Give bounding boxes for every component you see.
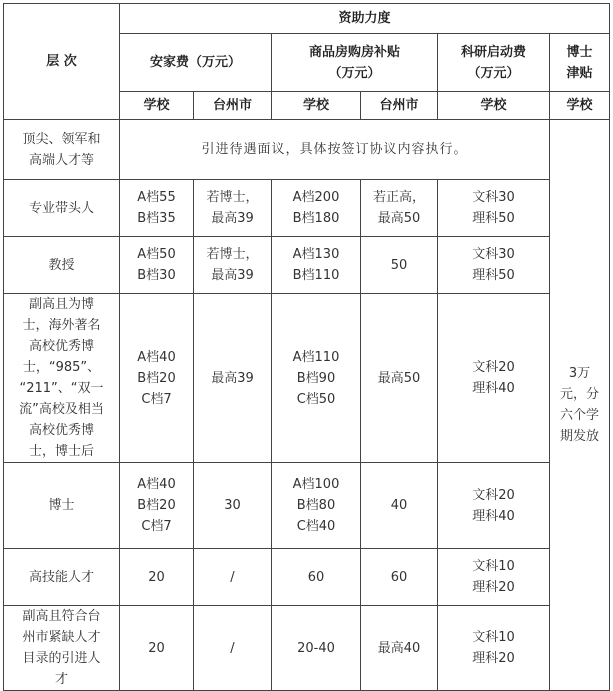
- cell-line: 流”高校及相当: [19, 402, 104, 417]
- cell-line: A档130: [292, 247, 340, 262]
- school-allowance-subheader: 学校: [550, 92, 610, 120]
- table-row: [4, 294, 610, 463]
- cell-line: 副高且符合台: [22, 609, 101, 624]
- cell-line: 理科50: [472, 211, 515, 226]
- level-cell: [4, 120, 120, 180]
- research-fund-cell: [438, 180, 550, 237]
- cell-line: C档40: [296, 519, 336, 534]
- cell-line: 文科30: [472, 190, 515, 205]
- cell-line: A档200: [292, 190, 340, 205]
- cell-line: A档100: [292, 477, 340, 492]
- cell-line: 顶尖、领军和: [22, 131, 101, 147]
- taizhou-housing-cell: [361, 463, 438, 549]
- cell-line: 最高40: [377, 640, 421, 656]
- cell-line: 理科40: [472, 508, 515, 524]
- taizhou-settle-cell: [194, 549, 272, 606]
- cell-line: 专业带头人: [28, 200, 94, 216]
- research-fund-cell: [438, 606, 550, 691]
- school-settle-subheader: 学校: [120, 92, 194, 120]
- cell-line: 士，“985”、: [22, 360, 101, 375]
- cell-line: 30: [224, 498, 241, 513]
- cell-line: 理科20: [472, 580, 515, 595]
- taizhou-settle-cell: [194, 606, 272, 691]
- cell-line: 若正高，: [372, 190, 425, 205]
- cell-line: /: [230, 640, 235, 656]
- table-row: [4, 180, 610, 237]
- cell-line: “211”、“双一: [19, 381, 104, 396]
- cell-line: 副高且为博: [28, 297, 94, 312]
- taizhou-housing-subheader: 台州市: [361, 92, 438, 120]
- level-cell: [4, 237, 120, 294]
- taizhou-settle-cell: [194, 463, 272, 549]
- cell-line: 六个学: [560, 408, 600, 423]
- research-fund-cell: [438, 294, 550, 463]
- cell-line: 文科10: [472, 630, 515, 645]
- cell-line: 文科10: [472, 559, 515, 574]
- cell-line: 最高39: [211, 268, 254, 283]
- cell-line: B档110: [292, 268, 340, 283]
- cell-line: 40: [390, 498, 408, 513]
- cell-line: B档180: [292, 211, 340, 226]
- cell-line: 3万: [568, 366, 591, 381]
- cell-line: /: [230, 569, 235, 585]
- taizhou-housing-cell: [361, 294, 438, 463]
- cell-line: 文科30: [472, 247, 515, 262]
- cell-line: B档35: [137, 211, 176, 226]
- school-settle-cell: [120, 180, 194, 237]
- cell-line: 高端人才等: [28, 152, 94, 168]
- cell-line: C档7: [141, 391, 172, 407]
- cell-line: B档90: [296, 370, 336, 386]
- level-header: 层 次: [4, 4, 120, 120]
- school-housing-cell: [272, 606, 361, 691]
- school-housing-cell: [272, 294, 361, 463]
- cell-line: 60: [390, 569, 408, 585]
- table-row: [4, 120, 610, 180]
- cell-line: 高校优秀博: [28, 423, 94, 438]
- cell-line: 文科20: [472, 360, 515, 375]
- settle-fee-header: [120, 34, 272, 92]
- cell-line: A档40: [137, 349, 176, 365]
- phd-allowance-header: [550, 34, 610, 92]
- cell-line: 文科20: [472, 487, 515, 503]
- school-housing-cell: [272, 463, 361, 549]
- school-settle-cell: [120, 463, 194, 549]
- table-row: [4, 237, 610, 294]
- housing-subsidy-header: [272, 34, 438, 92]
- taizhou-housing-cell: [361, 180, 438, 237]
- taizhou-housing-cell: [361, 549, 438, 606]
- phd-allowance-cell: [550, 120, 610, 691]
- taizhou-settle-subheader: 台州市: [194, 92, 272, 120]
- cell-line: 最高50: [377, 370, 421, 386]
- talent-funding-table: [3, 3, 610, 691]
- taizhou-housing-cell: [361, 606, 438, 691]
- taizhou-housing-cell: [361, 237, 438, 294]
- cell-line: 理科40: [472, 381, 515, 396]
- cell-line: 最高39: [211, 211, 254, 226]
- level-cell: [4, 463, 120, 549]
- level-cell: [4, 606, 120, 691]
- cell-line: 最高50: [377, 211, 421, 226]
- cell-line: B档20: [137, 498, 176, 513]
- cell-line: 科研启动费: [460, 44, 526, 60]
- cell-line: 州市紧缺人才: [22, 630, 101, 645]
- cell-line: 高技能人才: [28, 569, 94, 585]
- table-row: [4, 463, 610, 549]
- school-settle-cell: [120, 549, 194, 606]
- cell-line: 商品房购房补贴: [308, 44, 400, 60]
- cell-line: 期发放: [560, 429, 600, 444]
- cell-line: （万元）: [467, 65, 520, 81]
- cell-line: 津贴: [566, 65, 593, 81]
- cell-line: 50: [390, 257, 408, 273]
- cell-line: 若博士，: [206, 190, 259, 205]
- taizhou-settle-cell: [194, 180, 272, 237]
- cell-line: B档80: [296, 498, 336, 513]
- cell-line: （万元）: [328, 65, 381, 81]
- cell-line: 高校优秀博: [28, 339, 94, 354]
- level-cell: [4, 294, 120, 463]
- cell-line: 最高39: [211, 370, 254, 386]
- funding-strength-header: 资助力度: [120, 4, 610, 34]
- table-row: [4, 549, 610, 606]
- cell-line: 60: [307, 569, 325, 585]
- school-housing-cell: [272, 237, 361, 294]
- level-cell: [4, 180, 120, 237]
- taizhou-settle-cell: [194, 294, 272, 463]
- cell-line: A档55: [137, 190, 176, 205]
- research-fund-cell: [438, 237, 550, 294]
- school-settle-cell: [120, 606, 194, 691]
- research-fund-cell: [438, 463, 550, 549]
- taizhou-settle-cell: [194, 237, 272, 294]
- header-row-1: [4, 4, 610, 34]
- cell-line: 博士: [48, 498, 75, 513]
- cell-line: 士，海外著名: [22, 318, 101, 333]
- cell-line: B档30: [137, 268, 176, 283]
- cell-line: A档110: [292, 349, 340, 365]
- cell-line: 若博士，: [206, 247, 259, 262]
- cell-line: 理科20: [472, 651, 515, 666]
- cell-line: B档20: [137, 370, 176, 386]
- school-housing-subheader: 学校: [272, 92, 361, 120]
- school-housing-cell: [272, 549, 361, 606]
- cell-line: 安家费（万元）: [149, 55, 241, 70]
- cell-line: 20: [148, 640, 165, 656]
- cell-line: C档7: [141, 519, 172, 534]
- cell-line: 才: [54, 672, 68, 687]
- cell-line: A档50: [137, 247, 176, 262]
- school-housing-cell: [272, 180, 361, 237]
- research-fund-header: [438, 34, 550, 92]
- cell-line: 目录的引进人: [22, 651, 101, 666]
- cell-line: 教授: [48, 257, 75, 273]
- school-research-subheader: 学校: [438, 92, 550, 120]
- research-fund-cell: [438, 549, 550, 606]
- cell-line: 20: [148, 569, 165, 585]
- negotiation-note-cell: 引进待遇面议，具体按签订协议内容执行。: [120, 120, 550, 180]
- school-settle-cell: [120, 294, 194, 463]
- cell-line: 20-40: [297, 640, 335, 656]
- cell-line: 博士: [566, 44, 593, 60]
- school-settle-cell: [120, 237, 194, 294]
- cell-line: C档50: [296, 391, 336, 407]
- table-row: [4, 606, 610, 691]
- level-cell: [4, 549, 120, 606]
- cell-line: 理科50: [472, 268, 515, 283]
- cell-line: 元，分: [560, 387, 600, 402]
- cell-line: 士，博士后: [28, 444, 94, 459]
- cell-line: A档40: [137, 477, 176, 492]
